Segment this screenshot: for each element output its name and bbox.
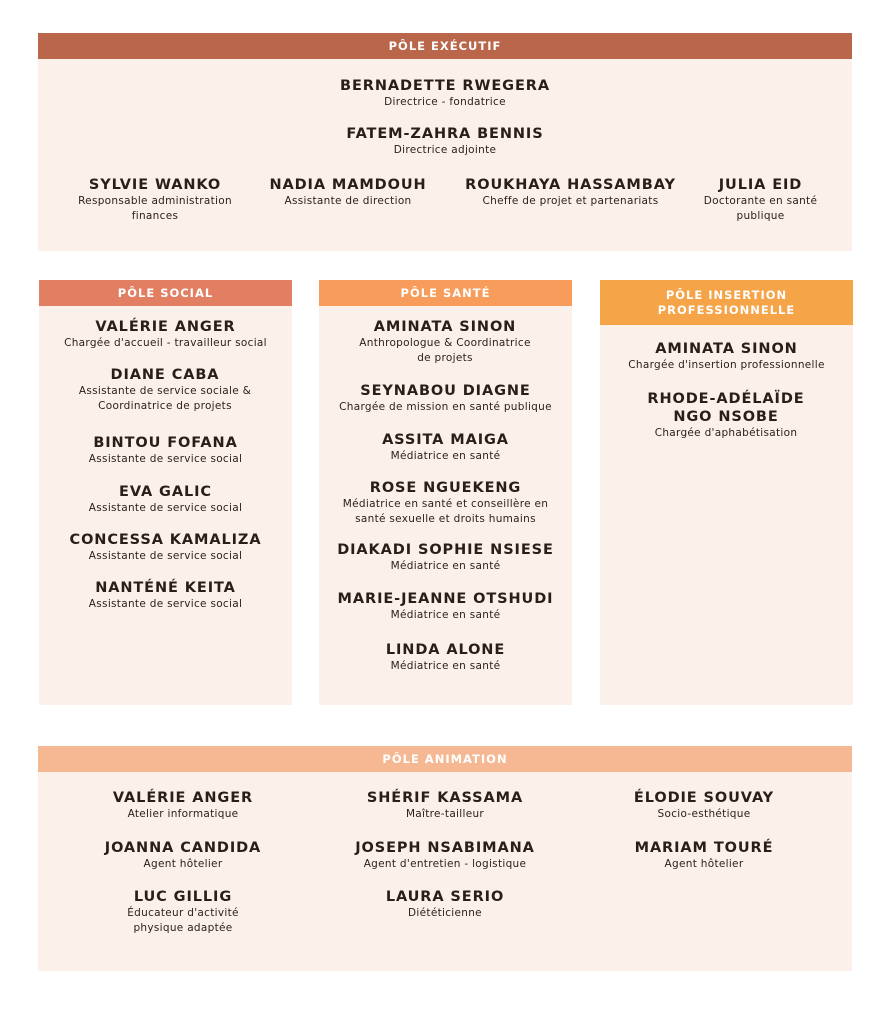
person-name: DIANE CABA — [110, 367, 220, 383]
person-role: Assistante de service social — [88, 453, 243, 465]
person-name: SEYNABOU DIAGNE — [360, 383, 531, 399]
person-name: VALÉRIE ANGER — [95, 319, 236, 335]
person-card — [39, 579, 292, 612]
person-card — [295, 77, 595, 110]
person-card — [327, 479, 564, 527]
person-card — [39, 531, 292, 564]
person-role: Assistante de service social — [88, 598, 243, 610]
person-role: Médiatrice en santé et conseillère en santé sexuelle et droits humains — [342, 498, 549, 525]
person-name: RHODE-ADÉLAÏDE NGO NSOBE — [647, 391, 805, 425]
person-role: Assistante de service social — [88, 550, 243, 562]
person-card — [319, 590, 572, 623]
person-card — [39, 483, 292, 516]
person-role: Chargée d'accueil - travailleur social — [64, 337, 267, 349]
person-card — [646, 390, 806, 441]
person-card — [39, 318, 292, 351]
person-role: Directrice - fondatrice — [384, 96, 506, 108]
person-card — [355, 318, 535, 366]
person-card — [335, 888, 555, 921]
person-card — [295, 125, 595, 158]
person-name: LUC GILLIG — [133, 889, 233, 905]
person-role: Médiatrice en santé — [390, 560, 501, 572]
person-name: ÉLODIE SOUVAY — [633, 790, 775, 806]
person-card — [60, 176, 250, 224]
pole-animation-title: PÔLE ANIMATION — [38, 746, 852, 772]
person-name: ASSITA MAIGA — [382, 432, 509, 448]
person-name: BINTOU FOFANA — [93, 435, 238, 451]
person-card — [604, 839, 804, 872]
person-role: Agent hôtelier — [143, 858, 223, 870]
person-name: AMINATA SINON — [373, 319, 517, 335]
pole-social-panel — [39, 280, 292, 705]
person-role: Médiatrice en santé — [390, 609, 501, 621]
person-name: AMINATA SINON — [655, 341, 798, 357]
person-role: Doctorante en santé publique — [703, 195, 818, 222]
person-card — [335, 789, 555, 822]
person-role: Responsable administration finances — [78, 195, 232, 222]
person-card — [88, 789, 278, 822]
person-name: DIAKADI SOPHIE NSIESE — [337, 542, 554, 558]
person-card — [319, 541, 572, 574]
pole-sante-title: PÔLE SANTÉ — [319, 280, 572, 306]
person-role: Médiatrice en santé — [390, 660, 501, 672]
person-role: Maître-tailleur — [405, 808, 485, 820]
person-role: Cheffe de projet et partenariats — [482, 195, 659, 207]
person-name: MARIE-JEANNE OTSHUDI — [337, 591, 554, 607]
pole-insertion-panel — [600, 280, 853, 705]
person-role: Agent hôtelier — [664, 858, 744, 870]
person-role: Assistante de direction — [284, 195, 412, 207]
pole-animation-panel — [38, 746, 852, 971]
person-name: JULIA EID — [718, 177, 803, 193]
person-role: Médiatrice en santé — [390, 450, 501, 462]
person-card — [88, 839, 278, 872]
person-name: JOSEPH NSABIMANA — [355, 840, 535, 856]
person-name: ROUKHAYA HASSAMBAY — [465, 177, 676, 193]
person-role: Chargée d'aphabétisation — [654, 427, 798, 439]
person-card — [39, 434, 292, 467]
person-name: FATEM-ZAHRA BENNIS — [346, 126, 544, 142]
person-card — [335, 839, 555, 872]
pole-executif-panel — [38, 33, 852, 251]
person-name: MARIAM TOURÉ — [634, 840, 774, 856]
person-card — [688, 176, 833, 224]
person-card — [108, 888, 258, 936]
person-role: Directrice adjointe — [393, 144, 497, 156]
person-name: LINDA ALONE — [385, 642, 506, 658]
person-role: Assistante de service social — [88, 502, 243, 514]
person-card — [319, 382, 572, 415]
person-card — [319, 431, 572, 464]
person-role: Agent d'entretien - logistique — [363, 858, 527, 870]
person-role: Assistante de service sociale & Coordinatrice de projets — [78, 385, 252, 412]
pole-executif-title: PÔLE EXÉCUTIF — [38, 33, 852, 59]
person-name: BERNADETTE RWEGERA — [340, 78, 550, 94]
person-role: Chargée d'insertion professionnelle — [628, 359, 825, 371]
person-name: EVA GALIC — [119, 484, 212, 500]
person-name: LAURA SERIO — [385, 889, 505, 905]
person-name: VALÉRIE ANGER — [112, 790, 254, 806]
person-name: NANTÉNÉ KEITA — [95, 580, 236, 596]
person-role: Anthropologue & Coordinatrice de projets — [359, 337, 531, 364]
person-name: JOANNA CANDIDA — [104, 840, 262, 856]
person-role: Chargée de mission en santé publique — [339, 401, 552, 413]
person-card — [463, 176, 678, 209]
person-card — [600, 340, 853, 373]
person-name: SYLVIE WANKO — [88, 177, 222, 193]
person-role: Éducateur d'activité physique adaptée — [127, 907, 239, 934]
pole-insertion-title: PÔLE INSERTION PROFESSIONNELLE — [600, 280, 853, 325]
person-name: CONCESSA KAMALIZA — [69, 532, 262, 548]
person-card — [65, 366, 265, 414]
pole-sante-panel — [319, 280, 572, 705]
person-card — [319, 641, 572, 674]
person-name: ROSE NGUEKENG — [369, 480, 522, 496]
person-role: Atelier informatique — [127, 808, 239, 820]
person-card — [263, 176, 433, 209]
person-name: NADIA MAMDOUH — [269, 177, 427, 193]
person-card — [604, 789, 804, 822]
person-name: SHÉRIF KASSAMA — [366, 790, 524, 806]
person-role: Diététicienne — [408, 907, 482, 919]
pole-social-title: PÔLE SOCIAL — [39, 280, 292, 306]
person-role: Socio-esthétique — [657, 808, 751, 820]
